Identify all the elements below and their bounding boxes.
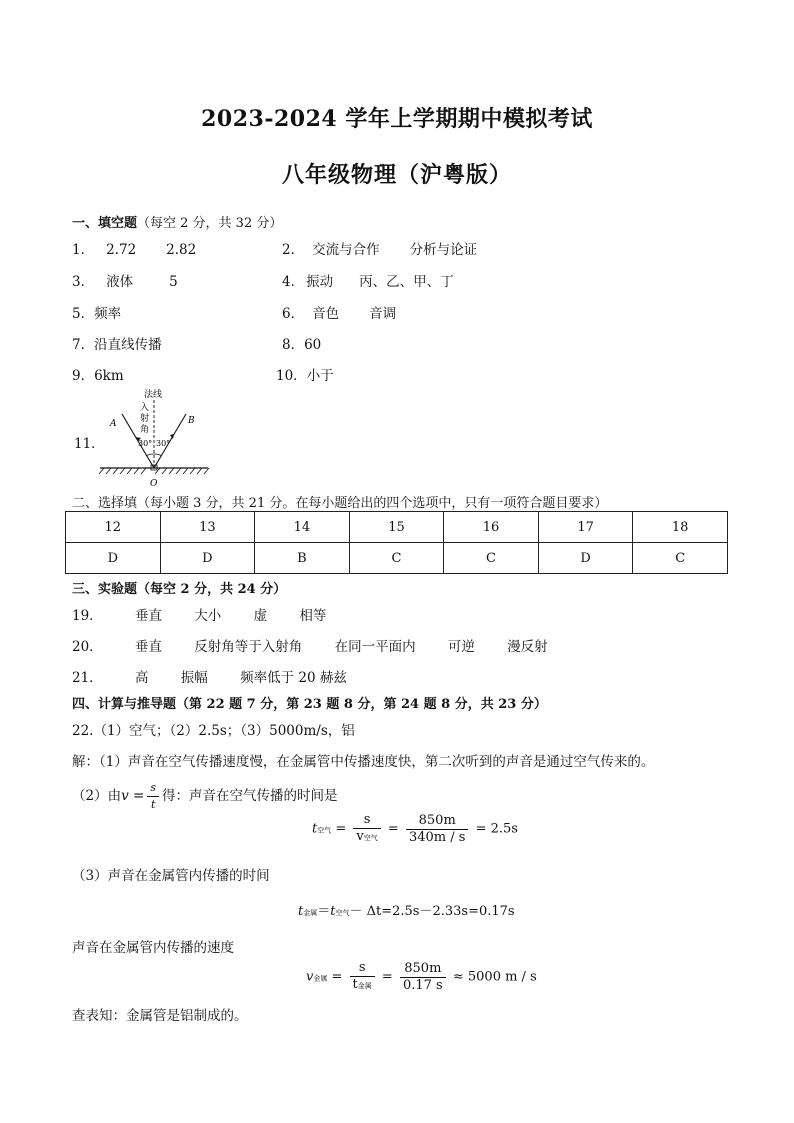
normal-label: 法线 — [144, 390, 163, 400]
angle-arc-left — [146, 454, 154, 456]
answer-q11-number: 11． — [74, 436, 105, 452]
answer-q20: 20． 垂直 反射角等于入射角 在同一平面内 可逆 漫反射 — [72, 639, 548, 655]
section-1-heading: 一、填空题（每空 2 分，共 32 分） — [72, 216, 283, 231]
question-number-cell: 12 — [66, 512, 161, 543]
answer-q7: 7．沿直线传播 — [72, 337, 162, 353]
answer-q3: 3． 液体 5 — [72, 274, 178, 290]
mirror-hatching — [99, 468, 209, 474]
section-4-heading: 四、计算与推导题（第 22 题 7 分，第 23 题 8 分，第 24 题 8 分，共 23 分） — [72, 697, 547, 712]
multiple-choice-table — [65, 511, 728, 574]
answer-cell: C — [444, 543, 539, 574]
answer-cell: D — [66, 543, 161, 574]
point-o-label: O — [150, 479, 158, 489]
answer-cell: D — [538, 543, 633, 574]
answer-q21: 21． 高 振幅 频率低于 20 赫兹 — [72, 670, 347, 686]
q22-answer: 22.（1）空气；（2）2.5s；（3）5000m/s，铝 — [72, 723, 355, 739]
reflection-diagram — [96, 386, 216, 490]
formula-metal-speed: v金属 = $\frac{s}{\text{t金属}}$ = $\frac{850m}{0.17 s}$ ≈ 5000 m / s — [306, 960, 537, 993]
answer-q19: 19． 垂直 大小 虚 相等 — [72, 608, 327, 624]
formula-metal-time: t金属＝t空气－ Δt=2.5s－2.33s=0.17s — [298, 904, 515, 919]
section-2-heading: 二、选择填（每小题 3 分，共 21 分。在每小题给出的四个选项中，只有一项符合题目要求） — [72, 496, 608, 511]
solution-intro: 解：（1）声音在空气传播速度慢，在金属管中传播速度快，第二次听到的声音是通过空气传来的。 — [72, 754, 655, 770]
answer-cell: D — [160, 543, 255, 574]
page-title: 2023-2024 学年上学期期中模拟考试 — [201, 106, 593, 132]
part2-line: （2）由v = $\frac{s}{t}$ 得：声音在空气传播的时间是 — [72, 781, 338, 811]
table-row-numbers — [66, 512, 728, 543]
incident-angle-label-1: 入 — [140, 403, 150, 413]
section-3-heading: 三、实验题（每空 2 分，共 24 分） — [72, 582, 287, 597]
angle-value-left: 30° — [138, 439, 153, 448]
answer-q1: 1． 2.72 2.82 — [72, 242, 197, 258]
point-a-label: A — [110, 419, 117, 429]
answer-cell: B — [255, 543, 350, 574]
part3-line: （3）声音在金属管内传播的时间 — [72, 868, 270, 884]
answer-q8: 8．60 — [282, 337, 322, 353]
answer-q9: 9．6km — [72, 368, 124, 384]
formula-air-time: t空气 = $\frac{s}{\text{v空气}}$ = $\frac{850m}{340m / s}$ = 2.5s — [312, 812, 518, 845]
speed-line: 声音在金属管内传播的速度 — [72, 940, 234, 956]
question-number-cell: 13 — [160, 512, 255, 543]
conclusion-line: 查表知：金属管是铝制成的。 — [72, 1008, 248, 1024]
question-number-cell: 16 — [444, 512, 539, 543]
angle-value-right: 30° — [156, 439, 171, 448]
answer-q2: 2． 交流与合作 分析与论证 — [282, 242, 478, 258]
question-number-cell: 18 — [633, 512, 728, 543]
answer-q4: 4． 振动 丙、乙、甲、丁 — [282, 274, 454, 290]
question-number-cell: 15 — [349, 512, 444, 543]
incident-angle-label-2: 射 — [140, 414, 150, 424]
answer-cell: C — [633, 543, 728, 574]
answer-q6: 6． 音色 音调 — [282, 306, 397, 322]
point-b-label: B — [188, 416, 195, 426]
question-number-cell: 14 — [255, 512, 350, 543]
question-number-cell: 17 — [538, 512, 633, 543]
table-row-answers — [66, 543, 728, 574]
page-subtitle: 八年级物理（沪粤版） — [281, 162, 512, 188]
angle-arc-right — [154, 454, 162, 456]
incident-angle-label-3: 角 — [140, 425, 150, 435]
answer-cell: C — [349, 543, 444, 574]
answer-q5: 5．频率 — [72, 306, 122, 322]
answer-q10: 10．小于 — [276, 368, 334, 384]
